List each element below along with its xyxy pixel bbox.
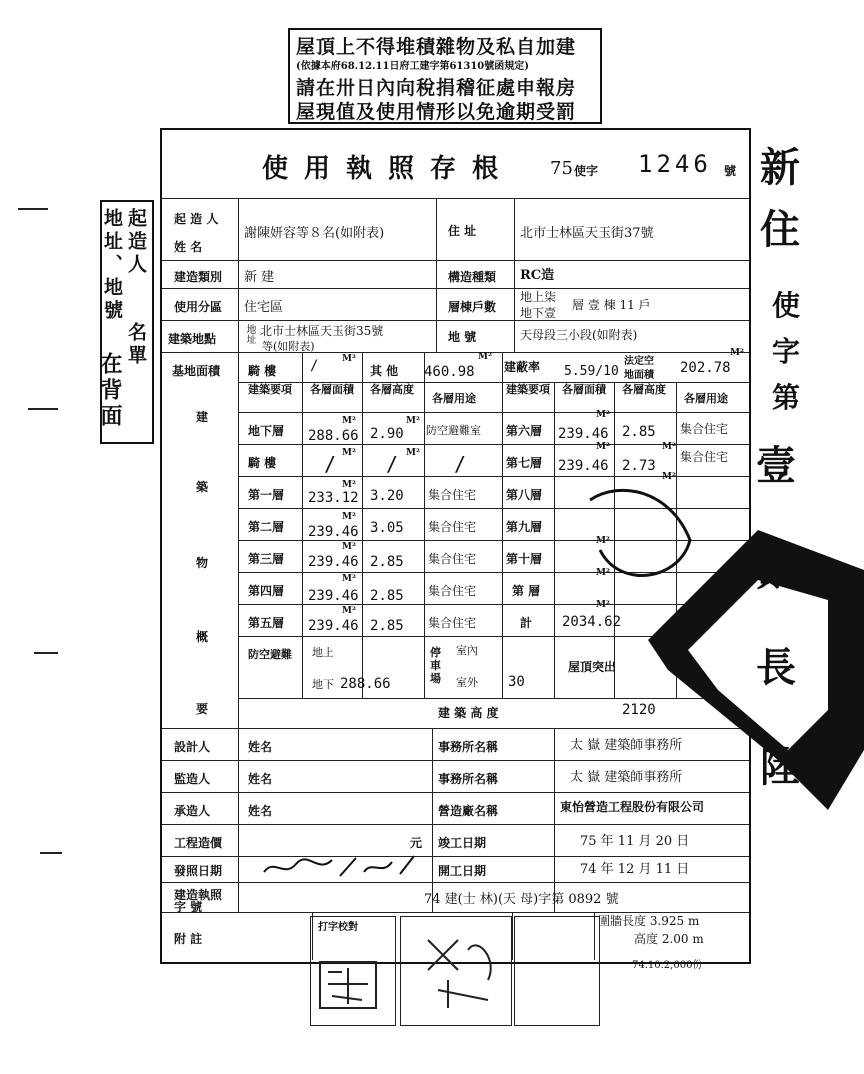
margin-mark [40,852,62,854]
owner-address-label: 住 址 [448,224,477,238]
floor-area: 239.46 [308,554,359,570]
permit-label-1: 建造執照 [174,888,223,902]
circle-stamp [580,480,700,590]
unit: M² [342,512,356,522]
floor-area: / [324,452,337,476]
build-type-value: 新 建 [244,270,275,285]
floor-area: 288.66 [308,428,359,444]
stamp-line-2: (依據本府68.12.11日府工建字第61310號函規定) [296,61,529,72]
unit: M² [478,352,492,362]
col-area-header-right: 各層面積 [562,383,606,396]
permit-number: 1246 [638,150,712,178]
handwritten-seal [418,930,508,1010]
supervisor-name-label: 姓名 [248,772,273,786]
finish-date-value: 75 年 11 月 20 日 [580,834,690,849]
rule [514,198,515,352]
col-item-header: 建築要項 [248,383,292,396]
unit: M² [730,348,744,358]
floor-use: 集合住宅 [428,552,477,566]
floor-height: 2.85 [370,588,404,604]
arcade-value: / [310,358,319,374]
start-date-label: 開工日期 [438,864,487,878]
floor-area: 239.46 [558,458,609,474]
open-space-label-2: 地面積 [624,370,654,381]
edge-char: 使 [772,289,801,322]
unit: M² [596,536,610,546]
rule [502,352,503,698]
rule [362,352,363,698]
structure-value: RC造 [520,268,555,283]
roof-label: 屋頂突出 [568,660,617,674]
unit: M² [342,606,356,616]
rule [554,728,555,912]
section-label-char: 建 [196,410,209,424]
col-height-header: 各層高度 [370,383,414,396]
cost-label: 工程造價 [174,836,223,850]
unit: M² [342,542,356,552]
rule [424,352,425,698]
floor-name: 第一層 [248,488,285,502]
height-label: 建 築 高 度 [438,706,499,720]
unit: M² [342,354,356,364]
floors-count: 層 壹 棟 11 戶 [572,298,651,312]
wall-length: 圍牆長度 3.925 m [598,914,700,928]
floor-name: 計 [520,616,533,630]
build-type-label: 建造類別 [174,270,223,284]
finish-date-label: 竣工日期 [438,836,487,850]
site-value-2: 等(如附表) [262,340,315,353]
floor-name: 第七層 [506,456,543,470]
seal-box-2 [514,916,600,1026]
floor-height: / [386,452,399,476]
supervisor-firm-value: 太 嶽 建築師事務所 [570,770,683,785]
section-label-char: 要 [196,702,209,716]
site-value: 北市士林區天玉街35號 [260,324,384,338]
floor-name: 第九層 [506,520,543,534]
floor-area: 239.46 [308,524,359,540]
permit-label-2: 字 號 [174,900,203,914]
shelter-above: 地上 [312,646,334,659]
seal-stamp [318,960,378,1010]
area-label: 基地面積 [172,364,221,378]
coverage-value: 5.59/10 [564,364,619,379]
floor-area: 239.46 [308,588,359,604]
owner-label-2: 姓 名 [174,240,203,254]
warning-stamp [288,28,602,124]
floor-name: 第五層 [248,616,285,630]
stamp-line-1: 屋頂上不得堆積雜物及私自加建 [296,36,577,58]
permit-suffix: 號 [724,164,737,178]
floor-height: 2.85 [370,618,404,634]
side-col-1: 起造人 [125,208,147,277]
parking-outdoor: 室外 [456,676,478,689]
floor-height: 3.20 [370,488,404,504]
floor-area: 2034.62 [562,614,622,630]
unit: M² [342,448,356,458]
lot-value: 天母段三小段(如附表) [520,328,638,342]
parking-label: 停車場 [430,646,441,685]
permit-year: 75 [550,158,573,179]
edge-char: 新 [760,144,800,191]
stamp-line-3: 請在卅日內向稅捐稽征處申報房 [296,77,577,99]
other-value: 460.98 [424,364,475,380]
floor-height: 2.73 [622,458,656,474]
shelter-below: 地下 [312,678,334,691]
edge-char: 第 [772,381,801,414]
coverage-label: 建蔽率 [504,360,541,374]
col-item-header-right: 建築要項 [506,383,550,396]
designer-name-label: 姓名 [248,740,273,754]
rule [432,728,433,912]
issue-date-label: 發照日期 [174,864,223,878]
arcade-label: 騎 樓 [248,364,277,378]
unit: M² [596,442,610,452]
floor-name: 第四層 [248,584,285,598]
floor-height: 2.85 [622,424,656,440]
section-label-char: 概 [196,630,209,644]
open-space-value: 202.78 [680,360,731,376]
designer-label: 設計人 [174,740,211,754]
unit: M² [662,442,676,452]
unit: M² [596,600,610,610]
margin-mark [18,208,48,210]
unit: M² [662,472,676,482]
side-col-3: 地址、地號 [101,208,123,323]
section-label-char: 物 [196,556,209,570]
floor-area: 239.46 [558,426,609,442]
shelter-label: 防空避難 [248,648,292,661]
rule [238,198,239,912]
height-value: 2120 [622,702,656,718]
rule [512,912,513,960]
designer-firm-label: 事務所名稱 [438,740,499,754]
floor-name: 第八層 [506,488,543,502]
floor-name: 第 層 [512,584,541,598]
side-col-2: 名單 [125,322,147,368]
rule [162,882,749,883]
floor-use: 集合住宅 [428,488,477,502]
parking-outdoor-value: 30 [508,674,525,690]
rule [162,288,749,289]
floor-name: 第十層 [506,552,543,566]
unit: M² [342,574,356,584]
floor-use: 集合住宅 [428,520,477,534]
lot-label: 地 號 [448,330,477,344]
permit-value: 74 建(士 林)(天 母)字第 0892 號 [424,892,619,907]
floors-above: 地上柒 [520,290,557,304]
floor-area: 239.46 [308,618,359,634]
rule [162,260,749,261]
use-zone-label: 使用分區 [174,300,223,314]
margin-mark [28,408,58,410]
start-date-value: 74 年 12 月 11 日 [580,862,690,877]
rule [436,198,437,352]
other-label: 其 他 [370,364,399,378]
open-space-label-1: 法定空 [624,356,654,367]
col-area-header: 各層面積 [310,383,354,396]
edge-char: 住 [760,206,800,253]
rule [162,320,749,321]
margin-mark [34,652,58,654]
unit: M² [406,448,420,458]
unit: M² [406,416,420,426]
shelter-below-value: 288.66 [340,676,391,692]
rule [554,382,555,698]
unit: M² [342,416,356,426]
edge-char: 字 [772,335,801,368]
supervisor-label: 監造人 [174,772,211,786]
unit: M² [596,568,610,578]
floor-height: 3.05 [370,520,404,536]
owner-address-value: 北市士林區天玉街37號 [520,226,654,241]
parking-indoor: 室內 [456,644,478,657]
supervisor-firm-label: 事務所名稱 [438,772,499,786]
wall-height: 高度 2.00 m [634,932,704,946]
cost-unit: 元 [410,836,423,850]
owner-label-1: 起 造 人 [174,212,219,226]
site-label: 建築地點 [168,332,217,346]
edge-char: 長 [756,644,796,691]
stamp-line-4: 屋現值及使用情形以免逾期受罰 [296,101,577,123]
contractor-firm-value: 東怡營造工程股份有限公司 [560,800,705,814]
rule [302,352,303,698]
floor-name: 第六層 [506,424,543,438]
floor-use: 集合住宅 [680,422,729,436]
section-label-char: 築 [196,480,209,494]
floor-use: 集合住宅 [428,584,477,598]
side-col-4: 在背面 [97,352,123,430]
unit: M² [596,410,610,420]
site-sub-label: 地址 [244,324,255,344]
col-use-header: 各層用途 [432,392,476,405]
floor-name: 地下層 [248,424,285,438]
handwritten-issue-date [260,852,420,882]
designer-firm-value: 太 嶽 建築師事務所 [570,738,683,753]
contractor-name-label: 姓名 [248,804,273,818]
rule [238,412,749,413]
floors-label: 層棟戶數 [448,300,497,314]
owner-value: 謝陳妍容等８名(如附表) [244,226,385,241]
floor-height: 2.85 [370,554,404,570]
floors-below: 地下壹 [520,306,557,320]
print-code: 74.10.2,000份 [632,960,703,971]
unit: M² [342,480,356,490]
form-title: 使用執照存根 [262,154,515,184]
floor-name: 騎 樓 [248,456,277,470]
use-zone-value: 住宅區 [244,300,284,315]
contractor-firm-label: 營造廠名稱 [438,804,499,818]
contractor-label: 承造人 [174,804,211,818]
col-use-header-right: 各層用途 [684,392,728,405]
rule [162,198,749,199]
col-height-header-right: 各層高度 [622,383,666,396]
floor-name: 第三層 [248,552,285,566]
rule [162,352,749,353]
floor-use: 防空避難室 [426,424,481,437]
notes-label: 附 註 [174,932,203,946]
floor-use: 集合住宅 [428,616,477,630]
floor-area: 233.12 [308,490,359,506]
floor-use: 集合住宅 [680,450,729,464]
edge-char: 陸 [760,744,800,791]
floor-use: / [454,452,467,476]
floor-name: 第二層 [248,520,285,534]
structure-label: 構造種類 [448,270,497,284]
side-note-stamp [97,200,154,444]
edge-char: 貳 [756,548,796,595]
permit-prefix: 使字 [574,164,599,178]
floor-height: 2.90 [370,426,404,442]
edge-char: 壹 [756,442,796,489]
typist-label: 打字校對 [318,922,358,933]
